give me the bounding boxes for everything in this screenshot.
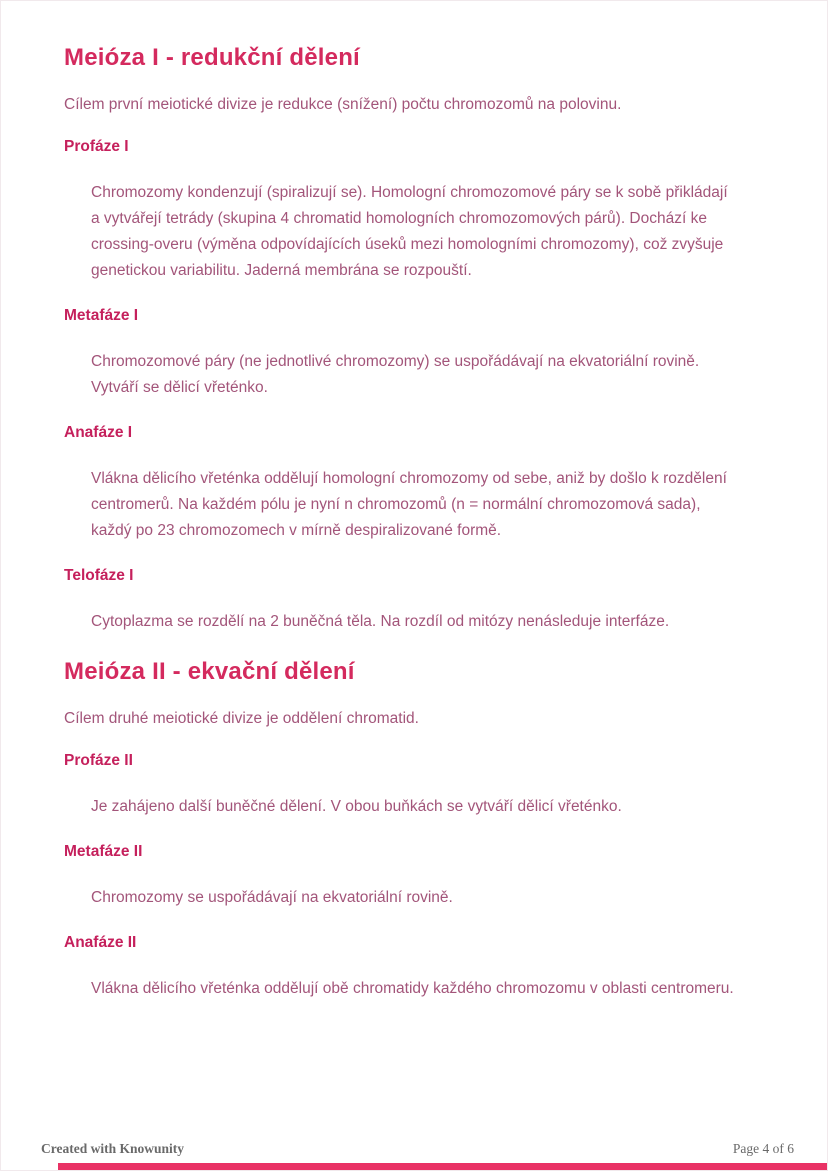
- phase-text-anafaze-ii: Vlákna dělicího vřeténka oddělují obě chromatidy každého chromozomu v oblasti centromeru.: [91, 980, 734, 997]
- footer-page-number: Page 4 of 6: [732, 1141, 794, 1156]
- phase-heading-telofaze-i: Telofáze I: [64, 567, 134, 584]
- phase-text-metafaze-ii: Chromozomy se uspořádávají na ekvatoriální rovině.: [91, 889, 453, 906]
- phase-heading-metafaze-i: Metafáze I: [64, 307, 139, 324]
- phase-text-anafaze-i: Vlákna dělicího vřeténka oddělují homologní chromozomy od sebe, aniž by došlo k rozdělení centromerů. Na každém pólu je nyní n chromozomů (n = normální chromozomová sada), každý po 23 chromozomech v mírně despiralizované formě.: [91, 470, 727, 539]
- footer-credit: Created with Knowunity: [41, 1141, 185, 1156]
- document-content: [1, 1, 827, 1002]
- phase-heading-profaze-ii: Profáze II: [64, 752, 133, 769]
- section-intro-meioza-ii: Cílem druhé meiotické divize je oddělení chromatid.: [64, 710, 419, 727]
- phase-heading-profaze-i: Profáze I: [64, 138, 129, 155]
- phase-text-profaze-i: Chromozomy kondenzují (spiralizují se). Homologní chromozomové páry se k sobě přikládají a vytvářejí tetrády (skupina 4 chromatid homologních chromozomových párů). Dochází ke crossing-overu (výměna odpovídajících úseků mezi homologními chromozomy), což zvyšuje genetickou variabilitu. Jaderná membrána se rozpouští.: [91, 184, 728, 279]
- section-title-meioza-i: Meióza I - redukční dělení: [64, 44, 360, 71]
- next-page-edge-bar: [58, 1163, 827, 1170]
- phase-text-profaze-ii: Je zahájeno další buněčné dělení. V obou buňkách se vytváří dělicí vřeténko.: [91, 798, 622, 815]
- phase-heading-metafaze-ii: Metafáze II: [64, 843, 143, 860]
- page-footer: [41, 1141, 794, 1157]
- phase-heading-anafaze-ii: Anafáze II: [64, 934, 137, 951]
- section-intro-meioza-i: Cílem první meiotické divize je redukce (snížení) počtu chromozomů na polovinu.: [64, 96, 622, 113]
- phase-heading-anafaze-i: Anafáze I: [64, 424, 133, 441]
- phase-text-telofaze-i: Cytoplazma se rozdělí na 2 buněčná těla. Na rozdíl od mitózy nenásleduje interfáze.: [91, 613, 670, 630]
- phase-text-metafaze-i: Chromozomové páry (ne jednotlivé chromozomy) se uspořádávají na ekvatoriální rovině. Vytváří se dělicí vřeténko.: [91, 353, 700, 396]
- section-title-meioza-ii: Meióza II - ekvační dělení: [64, 658, 355, 685]
